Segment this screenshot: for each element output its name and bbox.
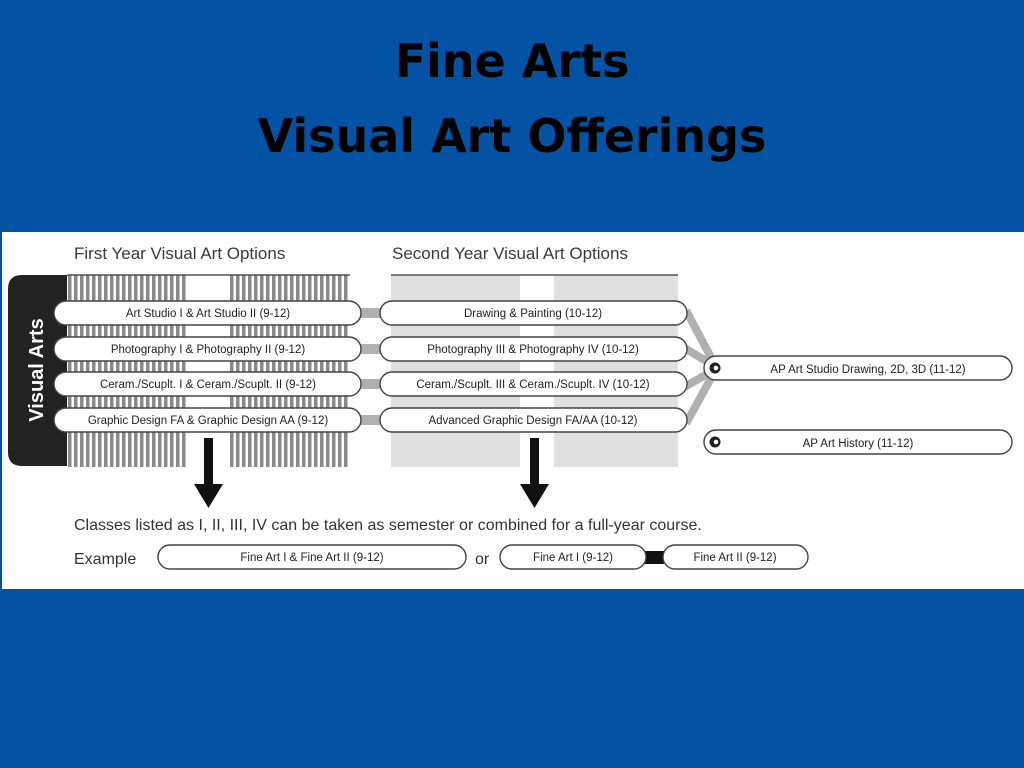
course-label-ap-art-studio: AP Art Studio Drawing, 2D, 3D (11-12) [770,364,966,376]
semester-note: Classes listed as I, II, III, IV can be taken as semester or combined for a full-year course. [74,517,702,534]
example-semester-1-label: Fine Art I (9-12) [533,552,613,564]
course-pathway-diagram [2,232,1024,589]
example-semester-connector [644,551,664,564]
example-label: Example [74,551,137,568]
first-year-header: First Year Visual Art Options [74,244,286,263]
example-combined-label: Fine Art I & Fine Art II (9-12) [240,552,384,564]
page-title-line-2: Visual Art Offerings [257,109,767,163]
course-label-art-studio: Art Studio I & Art Studio II (9-12) [125,308,291,320]
course-label-drawing-painting: Drawing & Painting (10-12) [463,308,603,320]
down-arrow-icon [194,438,223,508]
visual-arts-side-label: Visual Arts [26,318,48,422]
down-arrow-icon [520,438,549,508]
course-label-graphic-design: Graphic Design FA & Graphic Design AA (9-12) [87,415,329,427]
ap-badge-dot-icon [714,366,719,371]
ap-badge-dot-icon [714,440,719,445]
course-label-ceramics-sculpture: Ceram./Scuplt. I & Ceram./Scuplt. II (9-12) [99,379,317,391]
example-or: or [475,551,490,568]
course-label-photography-advanced: Photography III & Photography IV (10-12) [427,344,639,356]
second-year-header: Second Year Visual Art Options [392,244,628,263]
course-label-ap-art-history: AP Art History (11-12) [802,438,914,450]
course-label-photography: Photography I & Photography II (9-12) [110,344,306,356]
page-title-line-1: Fine Arts [394,34,630,88]
course-label-advanced-graphic-design: Advanced Graphic Design FA/AA (10-12) [428,415,638,427]
course-label-ceramics-sculpture-advanced: Ceram./Scuplt. III & Ceram./Scuplt. IV (10-12) [416,379,650,391]
example-semester-2-label: Fine Art II (9-12) [693,552,777,564]
